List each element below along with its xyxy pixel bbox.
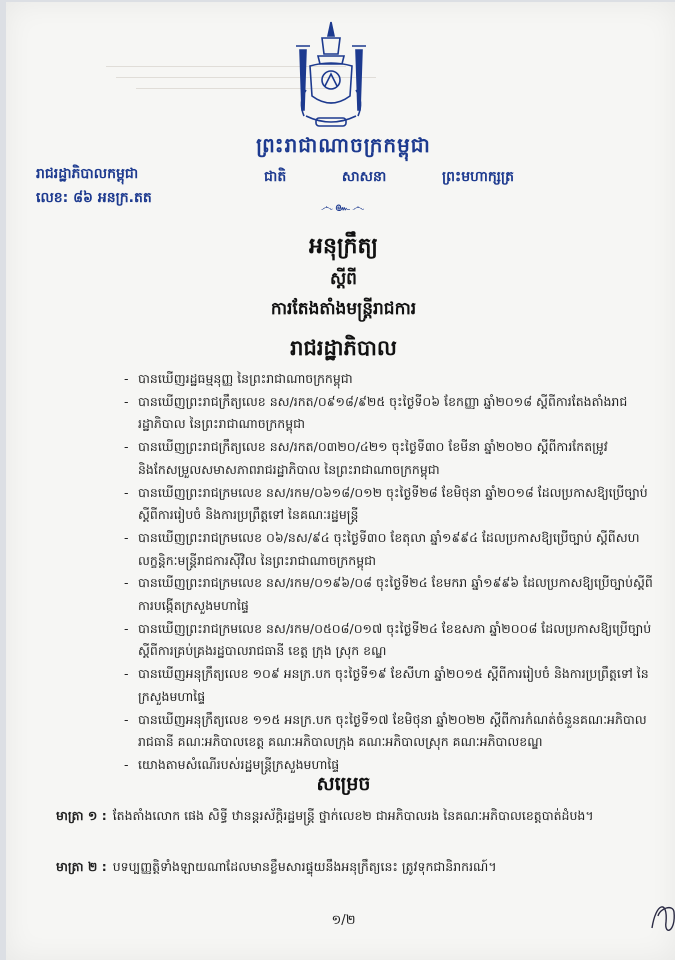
document-page bbox=[6, 2, 675, 960]
whereas-item: - បានឃើញព្រះរាជក្រមលេខ នស/រកម/០១៩៦/០៨ ចុះថ្ងៃទី២៤ ខែមករា ឆ្នាំ១៩៩៦ ដែលប្រកាសឱ្យប្រើច្បាប់ស្តីពីការបង្កើតក្រសួងមហាផ្ទៃ bbox=[124, 572, 659, 617]
royal-coat-of-arms-emblem bbox=[292, 20, 370, 135]
ornament-divider: ෴๛෴ bbox=[320, 200, 367, 215]
kingdom-title: ព្រះរាជាណាចក្រកម្ពុជា bbox=[256, 133, 431, 157]
article-2 bbox=[56, 856, 656, 878]
issuer-name: រាជរដ្ឋាភិបាលកម្ពុជា bbox=[36, 166, 139, 182]
whereas-item: - បានឃើញព្រះរាជក្រមលេខ ០៦/នស/៩៤ ចុះថ្ងៃទី៣០ ខែតុលា ឆ្នាំ១៩៩៤ ដែលប្រកាសឱ្យប្រើច្បាប់ ស្តីពីសហលក្ខន្តិកៈមន្ត្រីរាជការស៊ីវិល នៃព្រះរាជាណាចក្រកម្ពុជា bbox=[124, 527, 659, 572]
motto-king: ព្រះមហាក្សត្រ bbox=[442, 169, 514, 185]
whereas-item: - បានឃើញអនុក្រឹត្យលេខ ១០៩ អនក្រ.បក ចុះថ្ងៃទី១៩ ខែសីហា ឆ្នាំ២០១៥ ស្តីពីការរៀបចំ និងការប្រព្រឹត្តទៅ នៃក្រសួងមហាផ្ទៃ bbox=[124, 663, 659, 708]
issuing-authority: រាជរដ្ឋាភិបាល bbox=[290, 336, 397, 360]
document-title: អនុក្រឹត្យ bbox=[309, 234, 378, 259]
initials-signature bbox=[646, 882, 675, 942]
document-subject: ការតែងតាំងមន្ត្រីរាជការ bbox=[270, 299, 417, 319]
article-label: មាត្រា ១ : bbox=[56, 808, 107, 823]
whereas-item: - បានឃើញព្រះរាជក្រឹត្យលេខ នស/រកត/០៣២០/៤២១ ចុះថ្ងៃទី៣០ ខែមីនា ឆ្នាំ២០២០ ស្តីពីការកែតម្រូវ និងកែសម្រួលសមាសភាពរាជរដ្ឋាភិបាល នៃព្រះរាជាណាចក្រកម្ពុជា bbox=[124, 436, 659, 481]
whereas-item: - យោងតាមសំណើរបស់រដ្ឋមន្ត្រីក្រសួងមហាផ្ទៃ bbox=[124, 754, 659, 777]
decision-heading: សម្រេច bbox=[316, 773, 371, 795]
whereas-list bbox=[124, 368, 659, 777]
whereas-item: - បានឃើញរដ្ឋធម្មនុញ្ញ នៃព្រះរាជាណាចក្រកម្ពុជា bbox=[124, 368, 659, 391]
article-1 bbox=[56, 805, 656, 827]
motto-nation: ជាតិ bbox=[264, 169, 287, 185]
issuer-block bbox=[36, 162, 152, 210]
whereas-item: - បានឃើញព្រះរាជក្រឹត្យលេខ នស/រកត/០៩១៨/៩២៥ ចុះថ្ងៃទី០៦ ខែកញ្ញា ឆ្នាំ២០១៨ ស្តីពីការតែងតាំងរាជរដ្ឋាភិបាល នៃព្រះរាជាណាចក្រកម្ពុជា bbox=[124, 391, 659, 436]
subject-label: ស្តីពី bbox=[330, 269, 357, 289]
whereas-item: - បានឃើញព្រះរាជក្រមលេខ នស/រកម/០៥០៨/០១៧ ចុះថ្ងៃទី២៤ ខែឧសភា ឆ្នាំ២០០៨ ដែលប្រកាសឱ្យប្រើច្បាប់ស្តីពីការគ្រប់គ្រងរដ្ឋបាលរាជធានី ខេត្ត ក្រុង ស្រុក ខណ្ឌ bbox=[124, 618, 659, 663]
national-motto bbox=[264, 167, 514, 188]
whereas-item: - បានឃើញព្រះរាជក្រមលេខ នស/រកម/០៦១៨/០១២ ចុះថ្ងៃទី២៨ ខែមិថុនា ឆ្នាំ២០១៨ ដែលប្រកាសឱ្យប្រើច្បាប់ស្តីពីការរៀបចំ និងការប្រព្រឹត្តទៅ នៃគណៈរដ្ឋមន្ត្រី bbox=[124, 482, 659, 527]
article-text: បទប្បញ្ញត្តិទាំងឡាយណាដែលមានខ្លឹមសារផ្ទុយនឹងអនុក្រឹត្យនេះ ត្រូវទុកជានិរាករណ៍។ bbox=[112, 859, 497, 874]
motto-religion: សាសនា bbox=[341, 169, 387, 185]
page-number: ១/២ bbox=[331, 913, 356, 928]
article-label: មាត្រា ២ : bbox=[56, 859, 107, 874]
document-number: លេខ: ៨៦ អនក្រ.តត bbox=[36, 190, 152, 206]
article-text: តែងតាំងលោក ផេង សិទ្ធី ឋានន្តរស័ក្តិរដ្ឋមន្ត្រី ថ្នាក់លេខ២ ជាអភិបាលរង នៃគណៈអភិបាលខេត្តបាត់ដំបង។ bbox=[112, 808, 594, 823]
whereas-item: - បានឃើញអនុក្រឹត្យលេខ ១១៥ អនក្រ.បក ចុះថ្ងៃទី១៧ ខែមិថុនា ឆ្នាំ២០២២ ស្តីពីការកំណត់ចំនួនគណៈអភិបាលរាជធានី គណៈអភិបាលខេត្ត គណៈអភិបាលក្រុង គណៈអភិបាលស្រុក គណៈអភិបាលខណ្ឌ bbox=[124, 709, 659, 754]
